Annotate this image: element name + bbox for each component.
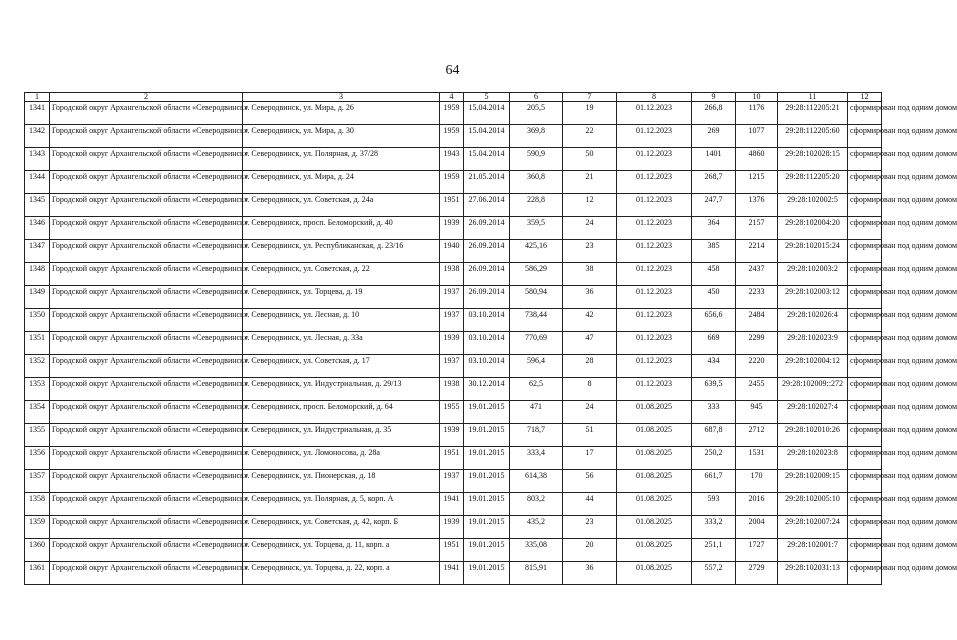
- address-cell: г. Северодвинск, ул. Мира, д. 26: [243, 102, 440, 125]
- area-cell: 359,5: [510, 217, 563, 240]
- deadline-cell: 01.12.2023: [617, 240, 692, 263]
- living-area-cell: 385: [692, 240, 736, 263]
- cadastral-number-cell: 29:28:102004:20: [778, 217, 848, 240]
- cadastral-number-cell: 29:28:112205:20: [778, 171, 848, 194]
- table-row: [25, 194, 882, 217]
- deadline-cell: 01.08.2025: [617, 493, 692, 516]
- cadastral-number-cell: 29:28:102001:7: [778, 539, 848, 562]
- cadastral-number-cell: 29:28:112205:21: [778, 102, 848, 125]
- year-built-cell: 1951: [440, 539, 464, 562]
- row-number: 1355: [25, 424, 50, 447]
- cost-cell: 2455: [736, 378, 778, 401]
- land-status-cell: сформирован под одним домом: [848, 516, 882, 539]
- address-cell: г. Северодвинск, ул. Республиканская, д. 23/16: [243, 240, 440, 263]
- area-cell: 580,94: [510, 286, 563, 309]
- cadastral-number-cell: 29:28:102003:12: [778, 286, 848, 309]
- cost-cell: 170: [736, 470, 778, 493]
- column-header: 4: [440, 93, 464, 102]
- municipality-cell: Городской округ Архангельской области «Северодвинск»: [50, 516, 243, 539]
- municipality-cell: Городской округ Архангельской области «Северодвинск»: [50, 332, 243, 355]
- cadastral-number-cell: 29:28:102023:9: [778, 332, 848, 355]
- cost-cell: 1531: [736, 447, 778, 470]
- year-built-cell: 1959: [440, 125, 464, 148]
- deadline-cell: 01.08.2025: [617, 447, 692, 470]
- residents-cell: 42: [563, 309, 617, 332]
- cost-cell: 945: [736, 401, 778, 424]
- municipality-cell: Городской округ Архангельской области «Северодвинск»: [50, 539, 243, 562]
- recognition-date-cell: 03.10.2014: [464, 355, 510, 378]
- recognition-date-cell: 26.09.2014: [464, 217, 510, 240]
- recognition-date-cell: 26.09.2014: [464, 240, 510, 263]
- land-status-cell: сформирован под одним домом: [848, 148, 882, 171]
- address-cell: г. Северодвинск, ул. Торцева, д. 22, корп. а: [243, 562, 440, 585]
- residents-cell: 8: [563, 378, 617, 401]
- land-status-cell: сформирован под одним домом: [848, 217, 882, 240]
- address-cell: г. Северодвинск, ул. Полярная, д. 37/28: [243, 148, 440, 171]
- table-row: [25, 539, 882, 562]
- cadastral-number-cell: 29:28:102023:8: [778, 447, 848, 470]
- year-built-cell: 1938: [440, 263, 464, 286]
- address-cell: г. Северодвинск, ул. Пионерская, д. 18: [243, 470, 440, 493]
- area-cell: 425,16: [510, 240, 563, 263]
- living-area-cell: 434: [692, 355, 736, 378]
- municipality-cell: Городской округ Архангельской области «Северодвинск»: [50, 562, 243, 585]
- residents-cell: 12: [563, 194, 617, 217]
- year-built-cell: 1937: [440, 286, 464, 309]
- residents-cell: 19: [563, 102, 617, 125]
- cost-cell: 2299: [736, 332, 778, 355]
- row-number: 1346: [25, 217, 50, 240]
- recognition-date-cell: 19.01.2015: [464, 401, 510, 424]
- municipality-cell: Городской округ Архангельской области «Северодвинск»: [50, 493, 243, 516]
- land-status-cell: сформирован под одним домом: [848, 102, 882, 125]
- residents-cell: 24: [563, 401, 617, 424]
- table-row: [25, 355, 882, 378]
- cost-cell: 1727: [736, 539, 778, 562]
- column-header: 1: [25, 93, 50, 102]
- year-built-cell: 1959: [440, 102, 464, 125]
- cadastral-number-cell: 29:28:102009:15: [778, 470, 848, 493]
- municipality-cell: Городской округ Архангельской области «Северодвинск»: [50, 378, 243, 401]
- cost-cell: 1176: [736, 102, 778, 125]
- table-row: [25, 378, 882, 401]
- year-built-cell: 1937: [440, 470, 464, 493]
- area-cell: 596,4: [510, 355, 563, 378]
- column-header: 9: [692, 93, 736, 102]
- municipality-cell: Городской округ Архангельской области «Северодвинск»: [50, 286, 243, 309]
- year-built-cell: 1959: [440, 171, 464, 194]
- row-number: 1347: [25, 240, 50, 263]
- living-area-cell: 1401: [692, 148, 736, 171]
- land-status-cell: сформирован под одним домом: [848, 562, 882, 585]
- area-cell: 770,69: [510, 332, 563, 355]
- area-cell: 815,91: [510, 562, 563, 585]
- recognition-date-cell: 15.04.2014: [464, 125, 510, 148]
- recognition-date-cell: 30.12.2014: [464, 378, 510, 401]
- address-cell: г. Северодвинск, ул. Мира, д. 24: [243, 171, 440, 194]
- cadastral-number-cell: 29:28:102005:10: [778, 493, 848, 516]
- municipality-cell: Городской округ Архангельской области «Северодвинск»: [50, 263, 243, 286]
- residents-cell: 22: [563, 125, 617, 148]
- land-status-cell: сформирован под одним домом: [848, 125, 882, 148]
- land-status-cell: сформирован под одним домом: [848, 240, 882, 263]
- deadline-cell: 01.08.2025: [617, 424, 692, 447]
- address-cell: г. Северодвинск, ул. Советская, д. 24а: [243, 194, 440, 217]
- row-number: 1354: [25, 401, 50, 424]
- table-row: [25, 263, 882, 286]
- cadastral-number-cell: 29:28:102010:26: [778, 424, 848, 447]
- municipality-cell: Городской округ Архангельской области «Северодвинск»: [50, 148, 243, 171]
- land-status-cell: сформирован под одним домом: [848, 355, 882, 378]
- year-built-cell: 1951: [440, 447, 464, 470]
- residents-cell: 47: [563, 332, 617, 355]
- land-status-cell: сформирован под одним домом: [848, 286, 882, 309]
- recognition-date-cell: 21.05.2014: [464, 171, 510, 194]
- area-cell: 586,29: [510, 263, 563, 286]
- deadline-cell: 01.12.2023: [617, 194, 692, 217]
- address-cell: г. Северодвинск, ул. Мира, д. 30: [243, 125, 440, 148]
- row-number: 1341: [25, 102, 50, 125]
- area-cell: 228,8: [510, 194, 563, 217]
- recognition-date-cell: 03.10.2014: [464, 332, 510, 355]
- living-area-cell: 251,1: [692, 539, 736, 562]
- address-cell: г. Северодвинск, ул. Советская, д. 22: [243, 263, 440, 286]
- deadline-cell: 01.08.2025: [617, 539, 692, 562]
- row-number: 1349: [25, 286, 50, 309]
- cadastral-number-cell: 29:28:102009::272: [778, 378, 848, 401]
- address-cell: г. Северодвинск, ул. Советская, д. 42, корп. Б: [243, 516, 440, 539]
- living-area-cell: 333: [692, 401, 736, 424]
- recognition-date-cell: 19.01.2015: [464, 424, 510, 447]
- residents-cell: 23: [563, 240, 617, 263]
- area-cell: 335,08: [510, 539, 563, 562]
- area-cell: 369,8: [510, 125, 563, 148]
- area-cell: 435,2: [510, 516, 563, 539]
- year-built-cell: 1939: [440, 424, 464, 447]
- address-cell: г. Северодвинск, ул. Индустриальная, д. 29/13: [243, 378, 440, 401]
- year-built-cell: 1939: [440, 217, 464, 240]
- area-cell: 360,8: [510, 171, 563, 194]
- address-cell: г. Северодвинск, ул. Индустриальная, д. 35: [243, 424, 440, 447]
- residents-cell: 28: [563, 355, 617, 378]
- cost-cell: 2016: [736, 493, 778, 516]
- deadline-cell: 01.12.2023: [617, 332, 692, 355]
- land-status-cell: сформирован под одним домом: [848, 194, 882, 217]
- municipality-cell: Городской округ Архангельской области «Северодвинск»: [50, 217, 243, 240]
- column-header: 6: [510, 93, 563, 102]
- municipality-cell: Городской округ Архангельской области «Северодвинск»: [50, 447, 243, 470]
- municipality-cell: Городской округ Архангельской области «Северодвинск»: [50, 102, 243, 125]
- recognition-date-cell: 15.04.2014: [464, 102, 510, 125]
- cadastral-number-cell: 29:28:102007:24: [778, 516, 848, 539]
- row-number: 1361: [25, 562, 50, 585]
- cadastral-number-cell: 29:28:102015:24: [778, 240, 848, 263]
- deadline-cell: 01.12.2023: [617, 102, 692, 125]
- column-header: 2: [50, 93, 243, 102]
- cost-cell: 2712: [736, 424, 778, 447]
- row-number: 1345: [25, 194, 50, 217]
- deadline-cell: 01.12.2023: [617, 148, 692, 171]
- cost-cell: 1215: [736, 171, 778, 194]
- residents-cell: 17: [563, 447, 617, 470]
- table-row: [25, 332, 882, 355]
- cadastral-number-cell: 29:28:102031:13: [778, 562, 848, 585]
- column-header: 8: [617, 93, 692, 102]
- municipality-cell: Городской округ Архангельской области «Северодвинск»: [50, 240, 243, 263]
- land-status-cell: сформирован под одним домом: [848, 470, 882, 493]
- living-area-cell: 333,2: [692, 516, 736, 539]
- land-status-cell: сформирован под одним домом: [848, 171, 882, 194]
- living-area-cell: 593: [692, 493, 736, 516]
- deadline-cell: 01.08.2025: [617, 401, 692, 424]
- table-body: [25, 102, 957, 585]
- table-row: [25, 217, 882, 240]
- living-area-cell: 364: [692, 217, 736, 240]
- row-number: 1357: [25, 470, 50, 493]
- deadline-cell: 01.12.2023: [617, 309, 692, 332]
- cadastral-number-cell: 29:28:102004:12: [778, 355, 848, 378]
- municipality-cell: Городской округ Архангельской области «Северодвинск»: [50, 424, 243, 447]
- address-cell: г. Северодвинск, ул. Ломоносова, д. 28а: [243, 447, 440, 470]
- cost-cell: 1376: [736, 194, 778, 217]
- year-built-cell: 1951: [440, 194, 464, 217]
- column-header: 5: [464, 93, 510, 102]
- deadline-cell: 01.12.2023: [617, 263, 692, 286]
- deadline-cell: 01.12.2023: [617, 378, 692, 401]
- cadastral-number-cell: 29:28:102026:4: [778, 309, 848, 332]
- table-row: [25, 148, 882, 171]
- row-number: 1359: [25, 516, 50, 539]
- table-row: [25, 516, 882, 539]
- recognition-date-cell: 19.01.2015: [464, 539, 510, 562]
- row-number: 1351: [25, 332, 50, 355]
- row-number: 1344: [25, 171, 50, 194]
- residents-cell: 38: [563, 263, 617, 286]
- land-status-cell: сформирован под одним домом: [848, 447, 882, 470]
- address-cell: г. Северодвинск, ул. Полярная, д. 5, корп. А: [243, 493, 440, 516]
- deadline-cell: 01.08.2025: [617, 562, 692, 585]
- year-built-cell: 1955: [440, 401, 464, 424]
- table-row: [25, 309, 882, 332]
- area-cell: 62,5: [510, 378, 563, 401]
- year-built-cell: 1939: [440, 332, 464, 355]
- municipality-cell: Городской округ Архангельской области «Северодвинск»: [50, 401, 243, 424]
- living-area-cell: 656,6: [692, 309, 736, 332]
- municipality-cell: Городской округ Архангельской области «Северодвинск»: [50, 125, 243, 148]
- living-area-cell: 268,7: [692, 171, 736, 194]
- municipality-cell: Городской округ Архангельской области «Северодвинск»: [50, 171, 243, 194]
- column-header: 11: [778, 93, 848, 102]
- living-area-cell: 250,2: [692, 447, 736, 470]
- area-cell: 614,38: [510, 470, 563, 493]
- year-built-cell: 1937: [440, 355, 464, 378]
- table-header-row: [25, 93, 882, 102]
- cost-cell: 2157: [736, 217, 778, 240]
- address-cell: г. Северодвинск, ул. Торцева, д. 19: [243, 286, 440, 309]
- year-built-cell: 1943: [440, 148, 464, 171]
- row-number: 1353: [25, 378, 50, 401]
- registry-table: [24, 92, 957, 585]
- column-header: 12: [848, 93, 882, 102]
- living-area-cell: 266,8: [692, 102, 736, 125]
- cadastral-number-cell: 29:28:112205:60: [778, 125, 848, 148]
- table-row: [25, 240, 882, 263]
- recognition-date-cell: 26.09.2014: [464, 263, 510, 286]
- deadline-cell: 01.12.2023: [617, 286, 692, 309]
- year-built-cell: 1939: [440, 516, 464, 539]
- table-row: [25, 286, 882, 309]
- area-cell: 718,7: [510, 424, 563, 447]
- land-status-cell: сформирован под одним домом: [848, 309, 882, 332]
- area-cell: 205,5: [510, 102, 563, 125]
- cadastral-number-cell: 29:28:102028:15: [778, 148, 848, 171]
- table-row: [25, 447, 882, 470]
- row-number: 1356: [25, 447, 50, 470]
- recognition-date-cell: 03.10.2014: [464, 309, 510, 332]
- row-number: 1360: [25, 539, 50, 562]
- residents-cell: 50: [563, 148, 617, 171]
- cost-cell: 2214: [736, 240, 778, 263]
- area-cell: 333,4: [510, 447, 563, 470]
- land-status-cell: сформирован под одним домом: [848, 424, 882, 447]
- recognition-date-cell: 19.01.2015: [464, 562, 510, 585]
- deadline-cell: 01.12.2023: [617, 125, 692, 148]
- table-row: [25, 470, 882, 493]
- address-cell: г. Северодвинск, просп. Беломорский, д. 40: [243, 217, 440, 240]
- address-cell: г. Северодвинск, ул. Торцева, д. 11, корп. а: [243, 539, 440, 562]
- column-header: 10: [736, 93, 778, 102]
- recognition-date-cell: 26.09.2014: [464, 286, 510, 309]
- recognition-date-cell: 15.04.2014: [464, 148, 510, 171]
- address-cell: г. Северодвинск, просп. Беломорский, д. 64: [243, 401, 440, 424]
- cadastral-number-cell: 29:28:102027:4: [778, 401, 848, 424]
- residents-cell: 51: [563, 424, 617, 447]
- living-area-cell: 557,2: [692, 562, 736, 585]
- year-built-cell: 1937: [440, 309, 464, 332]
- address-cell: г. Северодвинск, ул. Лесная, д. 33а: [243, 332, 440, 355]
- table-row: [25, 401, 882, 424]
- living-area-cell: 687,8: [692, 424, 736, 447]
- residents-cell: 21: [563, 171, 617, 194]
- deadline-cell: 01.08.2025: [617, 470, 692, 493]
- living-area-cell: 450: [692, 286, 736, 309]
- cost-cell: 2484: [736, 309, 778, 332]
- municipality-cell: Городской округ Архангельской области «Северодвинск»: [50, 194, 243, 217]
- land-status-cell: сформирован под одним домом: [848, 263, 882, 286]
- living-area-cell: 661,7: [692, 470, 736, 493]
- living-area-cell: 458: [692, 263, 736, 286]
- cost-cell: 4860: [736, 148, 778, 171]
- row-number: 1358: [25, 493, 50, 516]
- table-row: [25, 562, 882, 585]
- municipality-cell: Городской округ Архангельской области «Северодвинск»: [50, 355, 243, 378]
- year-built-cell: 1941: [440, 493, 464, 516]
- living-area-cell: 669: [692, 332, 736, 355]
- land-status-cell: сформирован под одним домом: [848, 332, 882, 355]
- living-area-cell: 269: [692, 125, 736, 148]
- recognition-date-cell: 19.01.2015: [464, 516, 510, 539]
- column-header: 3: [243, 93, 440, 102]
- year-built-cell: 1941: [440, 562, 464, 585]
- deadline-cell: 01.08.2025: [617, 516, 692, 539]
- cadastral-number-cell: 29:28:102003:2: [778, 263, 848, 286]
- address-cell: г. Северодвинск, ул. Советская, д. 17: [243, 355, 440, 378]
- row-number: 1350: [25, 309, 50, 332]
- residents-cell: 20: [563, 539, 617, 562]
- deadline-cell: 01.12.2023: [617, 355, 692, 378]
- recognition-date-cell: 19.01.2015: [464, 447, 510, 470]
- land-status-cell: сформирован под одним домом: [848, 401, 882, 424]
- residents-cell: 56: [563, 470, 617, 493]
- year-built-cell: 1940: [440, 240, 464, 263]
- land-status-cell: сформирован под одним домом: [848, 378, 882, 401]
- cost-cell: 2004: [736, 516, 778, 539]
- cost-cell: 1077: [736, 125, 778, 148]
- deadline-cell: 01.12.2023: [617, 217, 692, 240]
- row-number: 1352: [25, 355, 50, 378]
- area-cell: 590,9: [510, 148, 563, 171]
- cost-cell: 2220: [736, 355, 778, 378]
- cadastral-number-cell: 29:28:102002:5: [778, 194, 848, 217]
- column-header: 7: [563, 93, 617, 102]
- residents-cell: 36: [563, 286, 617, 309]
- cost-cell: 2233: [736, 286, 778, 309]
- table-row: [25, 424, 882, 447]
- deadline-cell: 01.12.2023: [617, 171, 692, 194]
- land-status-cell: сформирован под одним домом: [848, 539, 882, 562]
- area-cell: 803,2: [510, 493, 563, 516]
- living-area-cell: 639,5: [692, 378, 736, 401]
- land-status-cell: сформирован под одним домом: [848, 493, 882, 516]
- residents-cell: 23: [563, 516, 617, 539]
- municipality-cell: Городской округ Архангельской области «Северодвинск»: [50, 470, 243, 493]
- table-row: [25, 102, 882, 125]
- address-cell: г. Северодвинск, ул. Лесная, д. 10: [243, 309, 440, 332]
- cost-cell: 2729: [736, 562, 778, 585]
- recognition-date-cell: 19.01.2015: [464, 470, 510, 493]
- year-built-cell: 1938: [440, 378, 464, 401]
- page-number: 64: [445, 63, 460, 78]
- recognition-date-cell: 27.06.2014: [464, 194, 510, 217]
- recognition-date-cell: 19.01.2015: [464, 493, 510, 516]
- residents-cell: 44: [563, 493, 617, 516]
- table-row: [25, 493, 882, 516]
- residents-cell: 24: [563, 217, 617, 240]
- table-row: [25, 125, 882, 148]
- row-number: 1343: [25, 148, 50, 171]
- municipality-cell: Городской округ Архангельской области «Северодвинск»: [50, 309, 243, 332]
- cost-cell: 2437: [736, 263, 778, 286]
- residents-cell: 36: [563, 562, 617, 585]
- row-number: 1342: [25, 125, 50, 148]
- area-cell: 738,44: [510, 309, 563, 332]
- area-cell: 471: [510, 401, 563, 424]
- row-number: 1348: [25, 263, 50, 286]
- living-area-cell: 247,7: [692, 194, 736, 217]
- table-row: [25, 171, 882, 194]
